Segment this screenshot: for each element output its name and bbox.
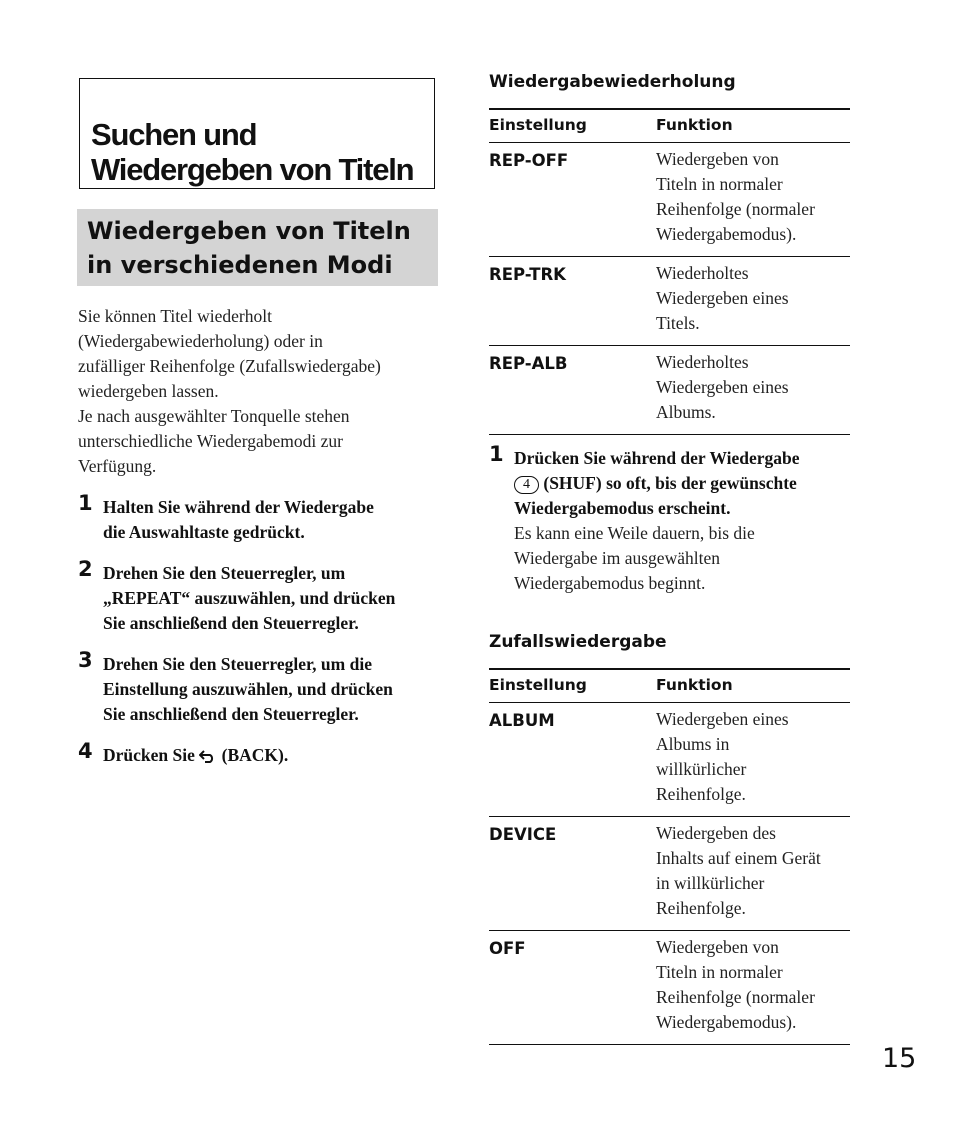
table-row [489, 143, 850, 257]
step-number: 4 [78, 739, 93, 763]
intro-line: zufälliger Reihenfolge (Zufallswiedergabe) [78, 356, 381, 376]
step-text [103, 495, 440, 545]
function-cell: Wiedergeben des Inhalts auf einem Gerät in willkürlicher Reihenfolge. [656, 817, 850, 931]
intro-paragraph [78, 304, 440, 479]
step-text [103, 652, 440, 727]
setting-cell: REP-OFF [489, 143, 656, 257]
intro-line: unterschiedliche Wiedergabemodi zur [78, 431, 343, 451]
setting-cell: OFF [489, 931, 656, 1045]
step-line: Drücken Sie während der Wiedergabe [514, 448, 800, 468]
step-number: 1 [489, 442, 504, 466]
step-1 [78, 491, 440, 545]
step-2 [78, 557, 440, 636]
step-line: Sie anschließend den Steuerregler. [103, 613, 359, 633]
section-heading-line2: in verschiedenen Modi [87, 251, 393, 279]
step-description: Es kann eine Weile dauern, bis die Wiedergabe im ausgewählten Wiedergabemodus beginnt. [514, 523, 755, 593]
table-row [489, 703, 850, 817]
table-header-setting: Einstellung [489, 109, 656, 143]
function-cell: Wiedergeben von Titeln in normaler Reihenfolge (normaler Wiedergabemodus). [656, 931, 850, 1045]
intro-line: Je nach ausgewählter Tonquelle stehen [78, 406, 350, 426]
step-4 [78, 739, 440, 770]
step-number: 1 [78, 491, 93, 515]
table-row [489, 817, 850, 931]
step-line: Halten Sie während der Wiedergabe [103, 497, 374, 517]
setting-cell: ALBUM [489, 703, 656, 817]
shuf-button-4-icon: 4 [514, 476, 539, 494]
table-row [489, 931, 850, 1045]
section-heading-line1: Wiedergeben von Titeln [87, 217, 411, 245]
chapter-title-box [79, 78, 435, 189]
table-row [489, 257, 850, 346]
function-cell: Wiederholtes Wiedergeben eines Albums. [656, 346, 850, 435]
step-line: Drehen Sie den Steuerregler, um [103, 563, 346, 583]
step-text [103, 743, 440, 770]
step-number: 2 [78, 557, 93, 581]
step-3 [78, 648, 440, 727]
shuffle-table [489, 668, 850, 1045]
intro-line: wiedergeben lassen. [78, 381, 219, 401]
intro-line: (Wiedergabewiederholung) oder in [78, 331, 323, 351]
setting-cell: REP-ALB [489, 346, 656, 435]
table-header-row [489, 669, 850, 703]
setting-cell: DEVICE [489, 817, 656, 931]
step-line: (SHUF) so oft, bis der gewünschte [543, 473, 797, 493]
function-cell: Wiederholtes Wiedergeben eines Titels. [656, 257, 850, 346]
step-line: Drehen Sie den Steuerregler, um die [103, 654, 372, 674]
table-header-setting: Einstellung [489, 669, 656, 703]
table-row [489, 346, 850, 435]
step-number: 3 [78, 648, 93, 672]
step-line: Wiedergabemodus erscheint. [514, 498, 731, 518]
step-line: „REPEAT“ auszuwählen, und drücken [103, 588, 396, 608]
setting-cell: REP-TRK [489, 257, 656, 346]
function-cell: Wiedergeben von Titeln in normaler Reihenfolge (normaler Wiedergabemodus). [656, 143, 850, 257]
section-heading-box [77, 209, 438, 286]
step-line: Sie anschließend den Steuerregler. [103, 704, 359, 724]
table-header-function: Funktion [656, 669, 850, 703]
intro-line: Verfügung. [78, 456, 157, 476]
step-text [514, 446, 854, 521]
chapter-title-line2: Wiedergeben von Titeln [91, 152, 414, 187]
chapter-title-line1: Suchen und [91, 117, 257, 152]
repeat-table [489, 108, 850, 435]
table-header-function: Funktion [656, 109, 850, 143]
section-heading [87, 214, 411, 282]
table-header-row [489, 109, 850, 143]
right-step-1 [489, 442, 854, 596]
repeat-subtitle: Wiedergabewiederholung [489, 72, 736, 92]
intro-line: Sie können Titel wiederholt [78, 306, 272, 326]
step-line: Drücken Sie [103, 745, 195, 765]
page-number: 15 [882, 1043, 917, 1074]
step-line: (BACK). [221, 745, 289, 765]
step-text [103, 561, 440, 636]
chapter-title [91, 117, 413, 187]
shuffle-subtitle: Zufallswiedergabe [489, 632, 667, 652]
step-line: die Auswahltaste gedrückt. [103, 522, 305, 542]
step-line: Einstellung auszuwählen, und drücken [103, 679, 393, 699]
back-arrow-icon [199, 745, 217, 770]
function-cell: Wiedergeben eines Albums in willkürlicher Reihenfolge. [656, 703, 850, 817]
